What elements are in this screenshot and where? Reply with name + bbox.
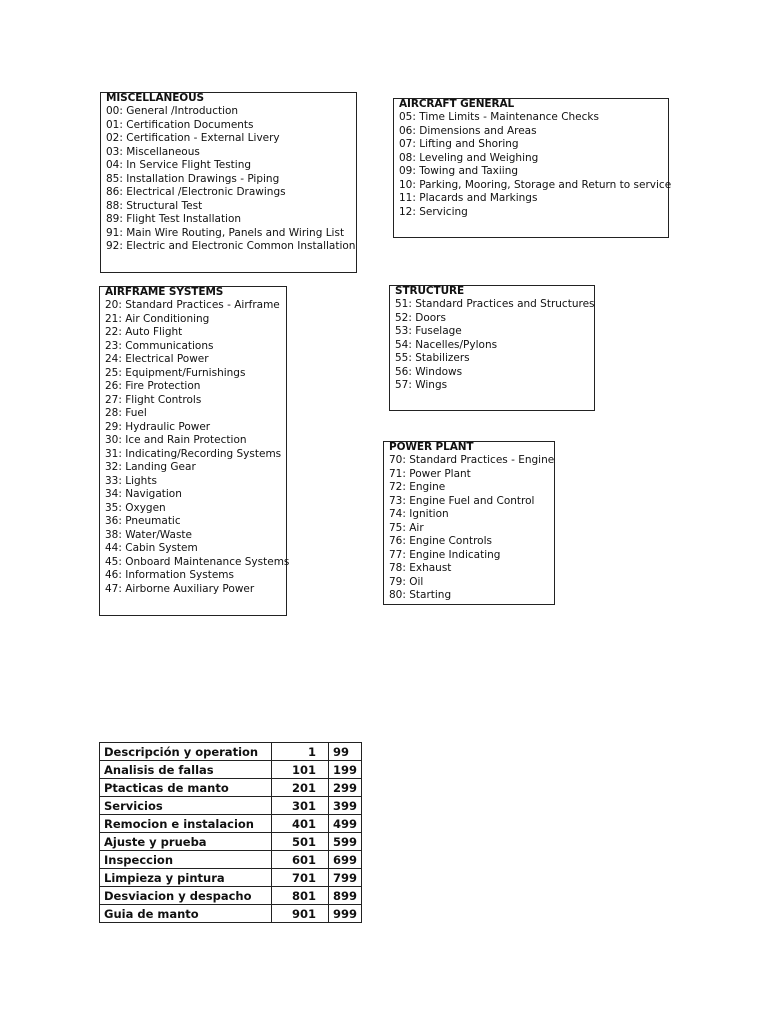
chapter-item: 08: Leveling and Weighing [399,151,539,164]
page-start-cell: 501 [272,833,329,851]
page-block-table [99,742,362,923]
block-name-cell: Inspeccion [100,851,272,869]
page-start-cell: 201 [272,779,329,797]
section-title: AIRFRAME SYSTEMS [105,286,224,298]
page-start-cell: 101 [272,761,329,779]
chapter-item: 26: Fire Protection [105,380,201,392]
table-row [100,815,362,833]
chapter-list [389,454,554,603]
chapter-item: 20: Standard Practices - Airframe [105,299,280,311]
page-start-cell: 901 [272,905,329,923]
chapter-item: 57: Wings [395,379,448,391]
page-start-cell: 801 [272,887,329,905]
page-start-cell: 301 [272,797,329,815]
chapter-list [106,105,356,254]
chapter-item: 86: Electrical /Electronic Drawings [106,186,286,198]
page-start-cell: 1 [272,743,329,761]
chapter-item: 89: Flight Test Installation [106,213,242,225]
table-row [100,905,362,923]
chapter-item: 52: Doors [395,311,446,324]
chapter-item: 30: Ice and Rain Protection [105,434,247,446]
chapter-item: 80: Starting [389,589,452,601]
chapter-item: 10: Parking, Mooring, Storage and Return to service [399,178,672,191]
chapter-item: 29: Hydraulic Power [105,420,211,433]
miscellaneous-section [100,92,357,273]
chapter-item: 33: Lights [105,474,157,487]
chapter-item: 12: Servicing [399,205,468,218]
chapter-item: 76: Engine Controls [389,535,492,547]
page-end-cell: 999 [329,905,362,923]
chapter-item: 79: Oil [389,575,424,588]
page-end-cell: 899 [329,887,362,905]
chapter-item: 36: Pneumatic [105,515,181,527]
chapter-list [105,299,290,596]
chapter-item: 46: Information Systems [105,569,234,581]
page-end-cell: 499 [329,815,362,833]
chapter-item: 03: Miscellaneous [106,145,200,158]
chapter-item: 54: Nacelles/Pylons [395,338,498,351]
chapter-item: 53: Fuselage [395,325,462,337]
chapter-item: 00: General /Introduction [106,105,239,117]
power-plant-section [383,441,555,605]
chapter-item: 02: Certification - External Livery [106,132,280,144]
page-end-cell: 99 [329,743,362,761]
chapter-item: 88: Structural Test [106,199,203,212]
chapter-item: 44: Cabin System [105,542,198,554]
airframe-systems-section [99,286,290,616]
block-name-cell: Descripción y operation [100,743,272,761]
block-name-cell: Remocion e instalacion [100,815,272,833]
chapter-item: 01: Certification Documents [106,118,254,131]
page-end-cell: 799 [329,869,362,887]
chapter-item: 24: Electrical Power [105,353,209,365]
chapter-item: 91: Main Wire Routing, Panels and Wiring List [106,226,345,239]
block-name-cell: Ajuste y prueba [100,833,272,851]
chapter-item: 21: Air Conditioning [105,312,210,325]
structure-section [389,285,595,411]
chapter-item: 73: Engine Fuel and Control [389,494,535,507]
table-row [100,779,362,797]
chapter-item: 51: Standard Practices and Structures [395,298,595,310]
page-end-cell: 399 [329,797,362,815]
chapter-item: 47: Airborne Auxiliary Power [105,582,255,595]
page-end-cell: 599 [329,833,362,851]
chapter-item: 77: Engine Indicating [389,548,501,561]
page-block-table-body [100,743,362,923]
chapter-item: 55: Stabilizers [395,352,470,364]
chapter-item: 92: Electric and Electronic Common Installation [106,240,356,252]
chapter-list [395,298,594,393]
section-title: POWER PLANT [389,441,474,453]
block-name-cell: Desviacion y despacho [100,887,272,905]
table-row [100,761,362,779]
chapter-item: 11: Placards and Markings [399,192,538,204]
chapter-item: 75: Air [389,521,424,534]
chapter-list [399,111,672,219]
table-row [100,833,362,851]
chapter-item: 32: Landing Gear [105,461,196,473]
chapter-item: 04: In Service Flight Testing [106,159,252,171]
block-name-cell: Limpieza y pintura [100,869,272,887]
chapter-item: 35: Oxygen [105,501,166,514]
chapter-item: 28: Fuel [105,407,147,419]
chapter-item: 78: Exhaust [389,562,452,574]
chapter-item: 56: Windows [395,365,463,378]
block-name-cell: Analisis de fallas [100,761,272,779]
block-name-cell: Ptacticas de manto [100,779,272,797]
section-title: AIRCRAFT GENERAL [399,98,515,110]
table-row [100,869,362,887]
chapter-item: 71: Power Plant [389,467,471,480]
chapter-item: 34: Navigation [105,488,182,500]
section-title: MISCELLANEOUS [106,92,204,104]
page-end-cell: 299 [329,779,362,797]
table-row [100,797,362,815]
chapter-item: 27: Flight Controls [105,393,202,406]
chapter-item: 05: Time Limits - Maintenance Checks [399,111,599,123]
chapter-item: 31: Indicating/Recording Systems [105,447,282,460]
table-row [100,743,362,761]
chapter-item: 06: Dimensions and Areas [399,124,537,137]
chapter-item: 25: Equipment/Furnishings [105,366,246,379]
page-start-cell: 601 [272,851,329,869]
aircraft-general-section [393,98,672,238]
page-end-cell: 199 [329,761,362,779]
chapter-item: 85: Installation Drawings - Piping [106,172,280,185]
chapter-item: 72: Engine [389,481,446,493]
page-start-cell: 701 [272,869,329,887]
chapter-item: 74: Ignition [389,508,449,520]
chapter-item: 23: Communications [105,339,214,352]
page-end-cell: 699 [329,851,362,869]
section-title: STRUCTURE [395,285,465,297]
chapter-item: 09: Towing and Taxiing [399,165,519,177]
block-name-cell: Servicios [100,797,272,815]
chapter-item: 45: Onboard Maintenance Systems [105,555,290,568]
table-row [100,887,362,905]
table-row [100,851,362,869]
chapter-item: 07: Lifting and Shoring [399,138,519,150]
block-name-cell: Guia de manto [100,905,272,923]
page-start-cell: 401 [272,815,329,833]
chapter-item: 22: Auto Flight [105,326,183,338]
chapter-item: 38: Water/Waste [105,528,193,541]
chapter-item: 70: Standard Practices - Engine [389,454,555,466]
